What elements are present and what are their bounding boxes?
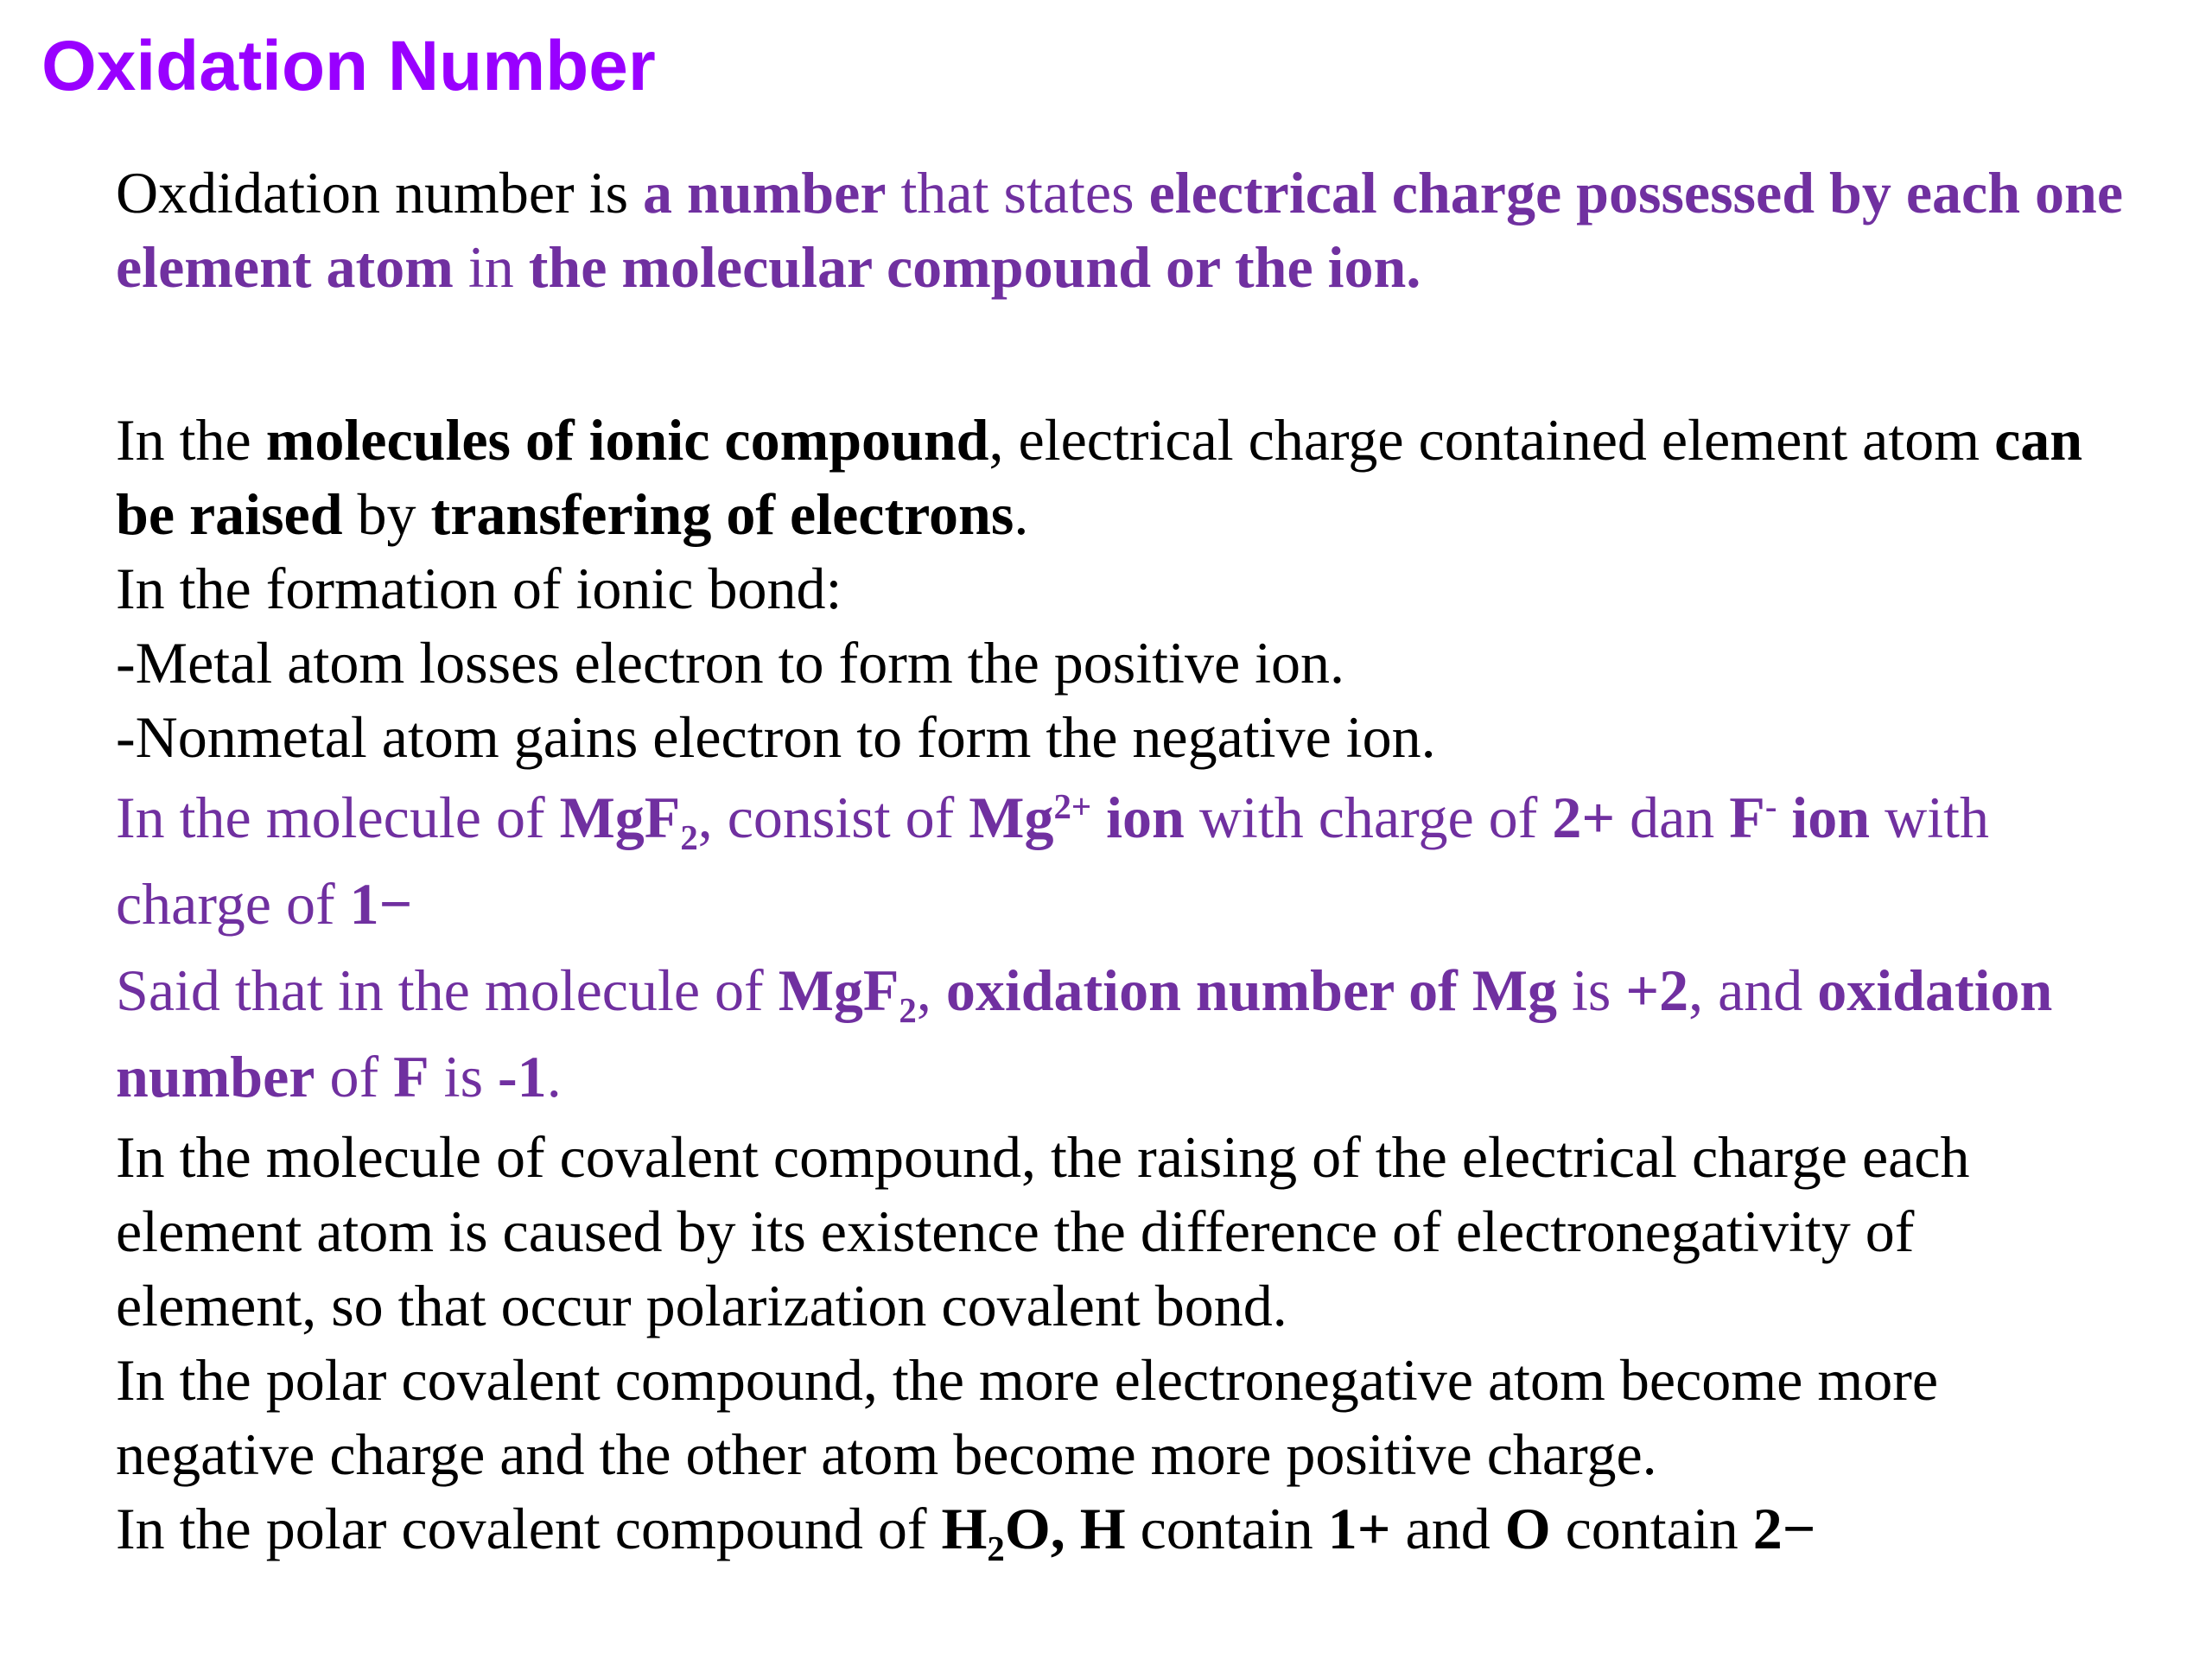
mgf2-subscript: 2 xyxy=(680,818,698,858)
content-body xyxy=(116,403,2190,1569)
said-subscript: 2 xyxy=(899,991,917,1031)
ionic-text: transfering of electrons xyxy=(430,481,1014,547)
mgf2-text: 1− xyxy=(349,871,413,937)
ionic-text: molecules of ionic compound xyxy=(265,407,989,473)
polar-line-1: In the polar covalent compound, the more electronegative atom become more xyxy=(116,1347,1939,1413)
ionic-text: In the xyxy=(116,407,266,473)
said-line-2 xyxy=(116,1033,2190,1120)
said-text: -1 xyxy=(498,1044,547,1109)
mgf2-text: In the molecule of xyxy=(116,785,560,850)
h2o-text: In the polar covalent compound of xyxy=(116,1496,942,1561)
formation-nonmetal: -Nonmetal atom gains electron to form the negative ion. xyxy=(116,704,1436,770)
covalent-line-2: element atom is caused by its existence the difference of electronegativity of xyxy=(116,1198,1915,1264)
mgf2-text: 2+ xyxy=(1552,785,1616,850)
mgf2-text: , consist of xyxy=(697,785,969,850)
formation-heading: In the formation of ionic bond: xyxy=(116,556,842,621)
said-text: , xyxy=(916,957,946,1023)
ionic-text: be raised xyxy=(116,481,343,547)
f-ion xyxy=(1729,785,1870,850)
said-text: is xyxy=(429,1044,499,1109)
ionic-text: can xyxy=(1994,407,2083,473)
polar-line-2: negative charge and the other atom become more positive charge. xyxy=(116,1421,1657,1487)
mg-ion xyxy=(969,785,1185,850)
ionic-paragraph-line-1 xyxy=(116,403,2190,477)
mgf2-text: with charge of xyxy=(1184,785,1553,850)
said-formula xyxy=(778,957,917,1031)
f-ion-text: F xyxy=(1729,785,1765,850)
ionic-text: , electrical charge contained element atom xyxy=(988,407,1995,473)
said-text: , and xyxy=(1688,957,1818,1023)
definition-text: Oxdidation number is xyxy=(116,160,644,226)
mgf2-text: dan xyxy=(1615,785,1730,850)
said-line-1 xyxy=(116,947,2190,1033)
h2o-text: 2− xyxy=(1752,1496,1816,1561)
f-charge-superscript: - xyxy=(1764,786,1777,826)
covalent-line-3: element, so that occur polarization covalent bond. xyxy=(116,1273,1287,1338)
definition-text: electrical charge possessed by each one element atom xyxy=(116,160,2124,300)
covalent-line-1: In the molecule of covalent compound, the raising of the electrical charge each xyxy=(116,1124,1970,1190)
h2o-text: contain xyxy=(1125,1496,1328,1561)
said-formula-text: MgF xyxy=(778,957,899,1023)
ionic-text: by xyxy=(342,481,431,547)
said-text: +2 xyxy=(1625,957,1689,1023)
h2o-text: and xyxy=(1390,1496,1505,1561)
definition-text: a number xyxy=(643,160,887,226)
h2o-text: 1+ xyxy=(1327,1496,1391,1561)
said-text: Said that in the molecule of xyxy=(116,957,779,1023)
definition-paragraph xyxy=(116,156,2190,304)
h2o-formula-text: O, H xyxy=(1004,1496,1126,1561)
said-text: F xyxy=(393,1044,429,1109)
h2o-text: contain xyxy=(1550,1496,1753,1561)
mgf2-formula-text: MgF xyxy=(559,785,681,850)
ionic-text: . xyxy=(1014,481,1029,547)
said-text: . xyxy=(546,1044,562,1109)
mg-ion-label: ion xyxy=(1091,785,1185,850)
said-text: of xyxy=(315,1044,394,1109)
mgf2-formula xyxy=(559,785,698,858)
definition-text: the molecular compound or the ion. xyxy=(528,234,1421,300)
h2o-subscript: 2 xyxy=(987,1529,1005,1569)
ionic-paragraph-line-2 xyxy=(116,477,2190,551)
slide-title: Oxidation Number xyxy=(41,27,656,105)
formation-metal: -Metal atom losses electron to form the positive ion. xyxy=(116,630,1345,696)
f-ion-label: ion xyxy=(1777,785,1871,850)
mgf2-text: charge of xyxy=(116,871,350,937)
h2o-text: O xyxy=(1504,1496,1551,1561)
mgf2-line-1 xyxy=(116,774,2190,861)
h2o-formula xyxy=(941,1496,1126,1569)
said-text: oxidation number of Mg xyxy=(945,957,1557,1023)
mgf2-text: with xyxy=(1870,785,1990,850)
definition-text: that states xyxy=(886,160,1149,226)
said-text: oxidation xyxy=(1817,957,2053,1023)
said-text: number xyxy=(116,1044,315,1109)
said-text: is xyxy=(1556,957,1626,1023)
definition-text: in xyxy=(453,234,529,300)
mg-ion-text: Mg xyxy=(969,785,1054,850)
mg-charge-superscript: 2+ xyxy=(1053,786,1092,826)
h2o-formula-text: H xyxy=(941,1496,988,1561)
mgf2-line-2 xyxy=(116,861,2190,947)
h2o-line xyxy=(116,1491,2190,1569)
